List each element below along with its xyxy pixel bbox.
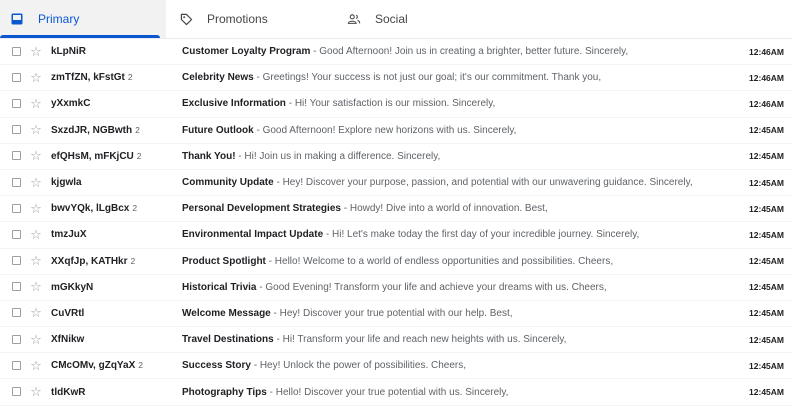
star-icon[interactable]: ☆ — [30, 253, 42, 269]
email-snippet: Hi! Your satisfaction is our mission. Sincerely, — [294, 98, 496, 110]
email-subject: Product Spotlight — [182, 255, 266, 267]
email-snippet: Good Evening! Transform your life and achieve your dreams with us. Cheers, — [265, 281, 607, 293]
star-icon[interactable]: ☆ — [30, 200, 42, 216]
select-checkbox[interactable] — [12, 47, 21, 56]
star-icon[interactable]: ☆ — [30, 226, 42, 242]
email-time: 12:45AM — [749, 177, 784, 188]
select-checkbox[interactable] — [12, 308, 21, 317]
email-row[interactable] — [0, 118, 792, 144]
email-time: 12:46AM — [749, 98, 784, 109]
email-subject: Success Story — [182, 360, 251, 372]
subject-separator: - — [285, 98, 295, 110]
thread-count: 2 — [127, 72, 133, 83]
subject-separator: - — [253, 124, 263, 136]
email-subject: Thank You! — [182, 150, 236, 162]
select-checkbox[interactable] — [12, 256, 21, 265]
email-snippet: Greetings! Your success is not just our goal; it's our commitment. Thank you, — [262, 72, 602, 84]
email-row[interactable] — [0, 65, 792, 91]
sender-name — [51, 203, 137, 214]
star-icon[interactable]: ☆ — [30, 305, 42, 321]
email-content — [182, 72, 732, 83]
email-time: 12:45AM — [749, 360, 784, 371]
email-row[interactable] — [0, 170, 792, 196]
select-checkbox[interactable] — [12, 387, 21, 396]
select-checkbox[interactable] — [12, 151, 21, 160]
star-icon[interactable]: ☆ — [30, 174, 42, 190]
email-subject: Environmental Impact Update — [182, 229, 324, 241]
email-snippet: Hey! Discover your true potential with our help. Best, — [279, 307, 513, 319]
sender-name — [51, 360, 143, 371]
select-checkbox[interactable] — [12, 125, 21, 134]
subject-separator: - — [253, 72, 263, 84]
email-content — [182, 334, 732, 345]
select-checkbox[interactable] — [12, 99, 21, 108]
subject-separator: - — [273, 177, 283, 189]
star-icon[interactable]: ☆ — [30, 148, 42, 164]
email-subject: Welcome Message — [182, 307, 271, 319]
email-snippet: Hello! Discover your true potential with us. Sincerely, — [275, 386, 509, 398]
email-row[interactable] — [0, 222, 792, 248]
sender-names: yXxmkC — [51, 98, 91, 110]
tab-primary[interactable] — [0, 0, 166, 38]
inbox-icon — [9, 11, 25, 27]
tab-promotions-label: Promotions — [207, 12, 268, 26]
star-icon[interactable]: ☆ — [30, 69, 42, 85]
sender-names: tldKwR — [51, 386, 86, 398]
category-tabs — [0, 0, 792, 39]
email-time: 12:45AM — [749, 334, 784, 345]
email-snippet: Good Afternoon! Explore new horizons with us. Sincerely, — [262, 124, 517, 136]
sender-names: SxzdJR, NGBwth — [51, 124, 133, 136]
email-snippet: Hi! Join us in making a difference. Sincerely, — [244, 150, 441, 162]
email-row[interactable] — [0, 327, 792, 353]
sender-names: CuVRtl — [51, 307, 85, 319]
email-content — [182, 125, 732, 136]
email-row[interactable] — [0, 275, 792, 301]
sender-names: mGKkyN — [51, 281, 94, 293]
subject-separator: - — [265, 255, 275, 267]
email-snippet: Good Afternoon! Join us in creating a brighter, better future. Sincerely, — [319, 46, 629, 58]
email-time: 12:45AM — [749, 229, 784, 240]
email-time: 12:45AM — [749, 308, 784, 319]
tag-icon — [178, 11, 194, 27]
email-time: 12:45AM — [749, 203, 784, 214]
email-content — [182, 98, 732, 109]
sender-name — [51, 308, 87, 319]
sender-name — [51, 46, 89, 57]
email-content — [182, 256, 732, 267]
thread-count: 2 — [138, 360, 144, 371]
tab-promotions[interactable] — [166, 0, 334, 38]
email-snippet: Howdy! Dive into a world of innovation. Best, — [349, 203, 548, 215]
email-content — [182, 177, 732, 188]
subject-separator: - — [273, 334, 283, 346]
email-content — [182, 203, 732, 214]
star-icon[interactable]: ☆ — [30, 279, 42, 295]
email-snippet: Hi! Transform your life and reach new heights with us. Sincerely, — [282, 334, 567, 346]
email-subject: Historical Trivia — [182, 281, 257, 293]
email-time: 12:45AM — [749, 151, 784, 162]
star-icon[interactable]: ☆ — [30, 384, 42, 400]
email-time: 12:45AM — [749, 387, 784, 398]
sender-names: kLpNiR — [51, 46, 86, 58]
select-checkbox[interactable] — [12, 73, 21, 82]
email-list — [0, 39, 792, 406]
email-content — [182, 360, 732, 371]
email-row[interactable] — [0, 39, 792, 65]
email-snippet: Hi! Let's make today the first day of your incredible journey. Sincerely, — [332, 229, 640, 241]
email-row[interactable] — [0, 379, 792, 405]
sender-name — [51, 177, 85, 188]
email-subject: Community Update — [182, 177, 274, 189]
email-row[interactable] — [0, 353, 792, 379]
email-row[interactable] — [0, 249, 792, 275]
sender-names: efQHsM, mFKjCU — [51, 150, 134, 162]
email-time: 12:45AM — [749, 282, 784, 293]
select-checkbox[interactable] — [12, 282, 21, 291]
email-row[interactable] — [0, 196, 792, 222]
email-row[interactable] — [0, 91, 792, 117]
select-checkbox[interactable] — [12, 335, 21, 344]
sender-name — [51, 256, 135, 267]
email-snippet: Hello! Welcome to a world of endless opportunities and possibilities. Cheers, — [274, 255, 614, 267]
thread-count: 2 — [135, 124, 140, 135]
tab-primary-label: Primary — [38, 12, 80, 26]
sender-names: bwvYQk, lLgBcx — [51, 203, 130, 215]
sender-names: kjgwla — [51, 177, 82, 189]
sender-name — [51, 72, 133, 83]
sender-names: CMcOMv, gZqYaX — [51, 360, 136, 372]
star-icon[interactable]: ☆ — [30, 357, 42, 373]
email-snippet: Hey! Discover your purpose, passion, and potential with our unwavering guidance. Sincerely, — [282, 177, 693, 189]
sender-name — [51, 125, 140, 136]
sender-names: XXqfJp, KATHkr — [51, 255, 128, 267]
subject-separator: - — [340, 203, 350, 215]
email-time: 12:46AM — [749, 72, 784, 83]
email-subject: Exclusive Information — [182, 98, 286, 110]
email-subject: Travel Destinations — [182, 334, 274, 346]
sender-name — [51, 334, 87, 345]
email-row[interactable] — [0, 144, 792, 170]
email-content — [182, 282, 732, 293]
sender-name — [51, 282, 96, 293]
subject-separator: - — [250, 360, 260, 372]
email-content — [182, 308, 732, 319]
thread-count: 2 — [130, 255, 136, 266]
select-checkbox[interactable] — [12, 361, 21, 370]
tab-social-label: Social — [375, 12, 408, 26]
star-icon[interactable]: ☆ — [30, 331, 42, 347]
email-content — [182, 151, 732, 162]
email-time: 12:46AM — [749, 46, 784, 57]
email-content — [182, 46, 732, 57]
sender-names: tmzJuX — [51, 229, 87, 241]
email-subject: Customer Loyalty Program — [182, 46, 311, 58]
email-snippet: Hey! Unlock the power of possibilities. Cheers, — [259, 360, 467, 372]
select-checkbox[interactable] — [12, 204, 21, 213]
star-icon[interactable]: ☆ — [30, 122, 42, 138]
sender-names: XfNikw — [51, 334, 85, 346]
subject-separator: - — [235, 150, 245, 162]
sender-name — [51, 387, 88, 398]
thread-count: 2 — [136, 150, 142, 161]
subject-separator: - — [323, 229, 333, 241]
tab-social[interactable] — [334, 0, 494, 38]
people-icon — [346, 11, 362, 27]
subject-separator: - — [266, 386, 276, 398]
select-checkbox[interactable] — [12, 178, 21, 187]
star-icon[interactable]: ☆ — [30, 95, 42, 111]
email-subject: Future Outlook — [182, 124, 254, 136]
email-subject: Celebrity News — [182, 72, 254, 84]
email-content — [182, 387, 732, 398]
email-time: 12:45AM — [749, 256, 784, 267]
subject-separator: - — [310, 46, 320, 58]
star-icon[interactable]: ☆ — [30, 43, 42, 59]
email-subject: Photography Tips — [182, 386, 267, 398]
email-subject: Personal Development Strategies — [182, 203, 341, 215]
sender-name — [51, 229, 90, 240]
sender-name — [51, 151, 142, 162]
subject-separator: - — [270, 307, 280, 319]
subject-separator: - — [256, 281, 266, 293]
thread-count: 2 — [132, 203, 138, 214]
sender-name — [51, 98, 93, 109]
email-time: 12:45AM — [749, 125, 784, 136]
select-checkbox[interactable] — [12, 230, 21, 239]
sender-names: zmTfZN, kFstGt — [51, 72, 125, 84]
email-row[interactable] — [0, 301, 792, 327]
email-content — [182, 229, 732, 240]
